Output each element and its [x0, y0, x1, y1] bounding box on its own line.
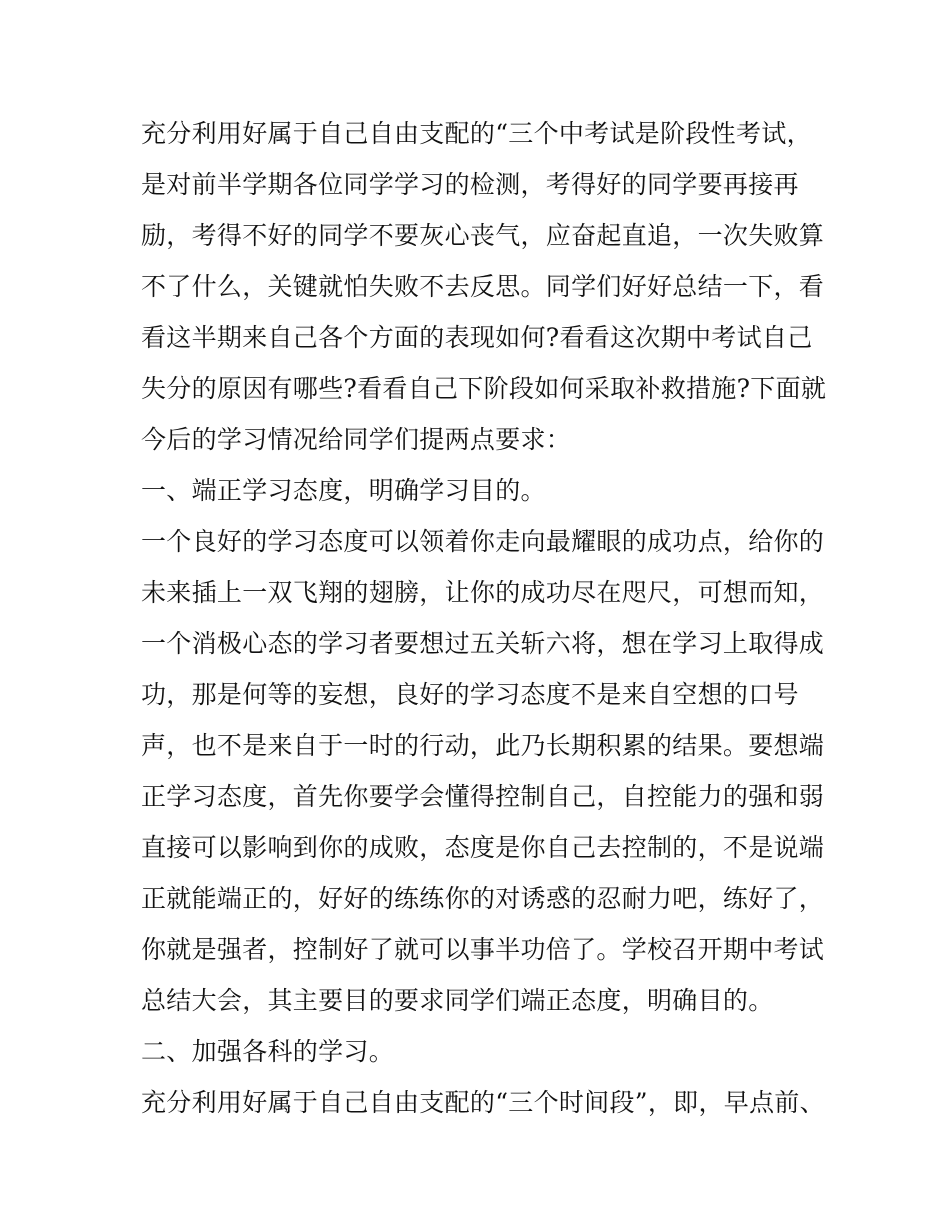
- text-line: 正就能端正的，好好的练练你的对诱惑的忍耐力吧，练好了，: [141, 884, 825, 913]
- text-line: 不了什么，关键就怕失败不去反思。同学们好好总结一下，看: [141, 272, 825, 301]
- text-line: 总结大会，其主要目的要求同学们端正态度，明确目的。: [141, 986, 774, 1015]
- text-line: 看这半期来自己各个方面的表现如何?看看这次期中考试自己: [141, 323, 813, 352]
- text-line: 你就是强者，控制好了就可以事半功倍了。学校召开期中考试: [141, 935, 825, 964]
- text-line: 正学习态度，首先你要学会懂得控制自己，自控能力的强和弱: [141, 782, 825, 811]
- text-line: 充分利用好属于自己自由支配的“三个中考试是阶段性考试，: [141, 119, 812, 148]
- body-text: [141, 108, 827, 1128]
- section-heading-1: 一、端正学习态度，明确学习目的。: [141, 476, 546, 505]
- text-line: 失分的原因有哪些?看看自己下阶段如何采取补救措施?下面就: [141, 374, 827, 403]
- text-line: 充分利用好属于自己自由支配的“三个时间段”，即，早点前、: [141, 1088, 825, 1117]
- text-line: 一个良好的学习态度可以领着你走向最耀眼的成功点，给你的: [141, 527, 825, 556]
- text-line: 是对前半学期各位同学学习的检测，考得好的同学要再接再: [141, 170, 799, 199]
- text-line: 未来插上一双飞翔的翅膀，让你的成功尽在咫尺，可想而知，: [141, 578, 825, 607]
- text-line: 一个消极心态的学习者要想过五关斩六将，想在学习上取得成: [141, 629, 825, 658]
- text-line: 直接可以影响到你的成败，态度是你自己去控制的，不是说端: [141, 833, 825, 862]
- text-line: 声，也不是来自于一时的行动，此乃长期积累的结果。要想端: [141, 731, 825, 760]
- text-line: 功，那是何等的妄想，良好的学习态度不是来自空想的口号: [141, 680, 799, 709]
- text-line: 今后的学习情况给同学们提两点要求：: [141, 425, 572, 454]
- section-heading-2: 二、加强各科的学习。: [141, 1037, 395, 1066]
- text-line: 励，考得不好的同学不要灰心丧气，应奋起直追，一次失败算: [141, 221, 825, 250]
